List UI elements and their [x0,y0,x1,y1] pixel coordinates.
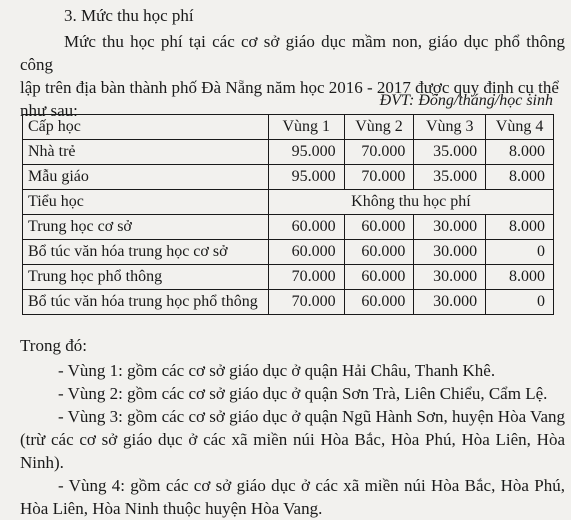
notes-title: Trong đó: [20,336,87,355]
row-label: Bổ túc văn hóa trung học phổ thông [23,290,269,315]
fee-cell: 0 [486,240,554,265]
intro-line: như sau: [20,101,78,120]
section-heading: 3. Mức thu học phí [64,6,194,25]
header-cell: Cấp học [23,115,269,140]
fee-cell: 30.000 [414,290,486,315]
fee-cell: 70.000 [344,140,414,165]
row-label: Tiểu học [23,190,269,215]
fee-cell: 8.000 [486,140,554,165]
fee-cell: 35.000 [414,140,486,165]
fee-cell: 60.000 [344,240,414,265]
header-cell: Vùng 1 [268,115,344,140]
table-row [23,265,554,290]
header-cell: Vùng 2 [344,115,414,140]
table-row [23,165,554,190]
zone-4-note: - Vùng 4: gồm các cơ sở giáo dục ở các xã miền núi Hòa Bắc, Hòa Phú, Hòa Liên, Hòa Ninh thuộc huyện Hòa Vang. [20,476,565,518]
fee-cell: 60.000 [344,290,414,315]
fee-cell: 35.000 [414,165,486,190]
unit-label: ĐVT: Đồng/tháng/học sinh [379,92,553,109]
header-cell: Vùng 3 [414,115,486,140]
header-cell: Vùng 4 [486,115,554,140]
intro-line: lập trên địa bàn thành phố Đà Nẵng năm học 2016 - 2017 được quy định cụ thể [20,78,559,97]
fee-cell: 60.000 [344,215,414,240]
fee-cell: 60.000 [344,265,414,290]
row-label: Trung học cơ sở [23,215,269,240]
fee-cell: 0 [486,290,554,315]
fee-cell: 30.000 [414,240,486,265]
fee-cell: 30.000 [414,215,486,240]
fee-cell: 70.000 [268,290,344,315]
row-label: Nhà trẻ [23,140,269,165]
table-row [23,215,554,240]
table-header-row [23,115,554,140]
fee-cell: 95.000 [268,140,344,165]
notes-section [20,334,565,520]
row-label: Trung học phổ thông [23,265,269,290]
fee-table [22,114,554,315]
intro-line: Mức thu học phí tại các cơ sở giáo dục mầm non, giáo dục phổ thông công [20,32,565,74]
fee-cell: 8.000 [486,165,554,190]
fee-cell: 70.000 [344,165,414,190]
zone-2-note: - Vùng 2: gồm các cơ sở giáo dục ở quận Sơn Trà, Liên Chiểu, Cẩm Lệ. [58,384,548,403]
fee-cell: 8.000 [486,215,554,240]
fee-cell: 30.000 [414,265,486,290]
table-row [23,190,554,215]
zone-1-note: - Vùng 1: gồm các cơ sở giáo dục ở quận Hải Châu, Thanh Khê. [58,361,496,380]
table-row [23,290,554,315]
fee-cell: 8.000 [486,265,554,290]
row-label: Mẫu giáo [23,165,269,190]
row-label: Bổ túc văn hóa trung học cơ sở [23,240,269,265]
merged-cell: Không thu học phí [268,190,553,215]
fee-cell: 95.000 [268,165,344,190]
fee-cell: 60.000 [268,240,344,265]
table-row [23,240,554,265]
fee-cell: 70.000 [268,265,344,290]
table-row [23,140,554,165]
fee-cell: 60.000 [268,215,344,240]
zone-3-note: - Vùng 3: gồm các cơ sở giáo dục ở quận Ngũ Hành Sơn, huyện Hòa Vang (trừ các cơ sở giáo dục ở các xã miền núi Hòa Bắc, Hòa Phú, Hòa Liên, Hòa Ninh). [20,407,565,472]
